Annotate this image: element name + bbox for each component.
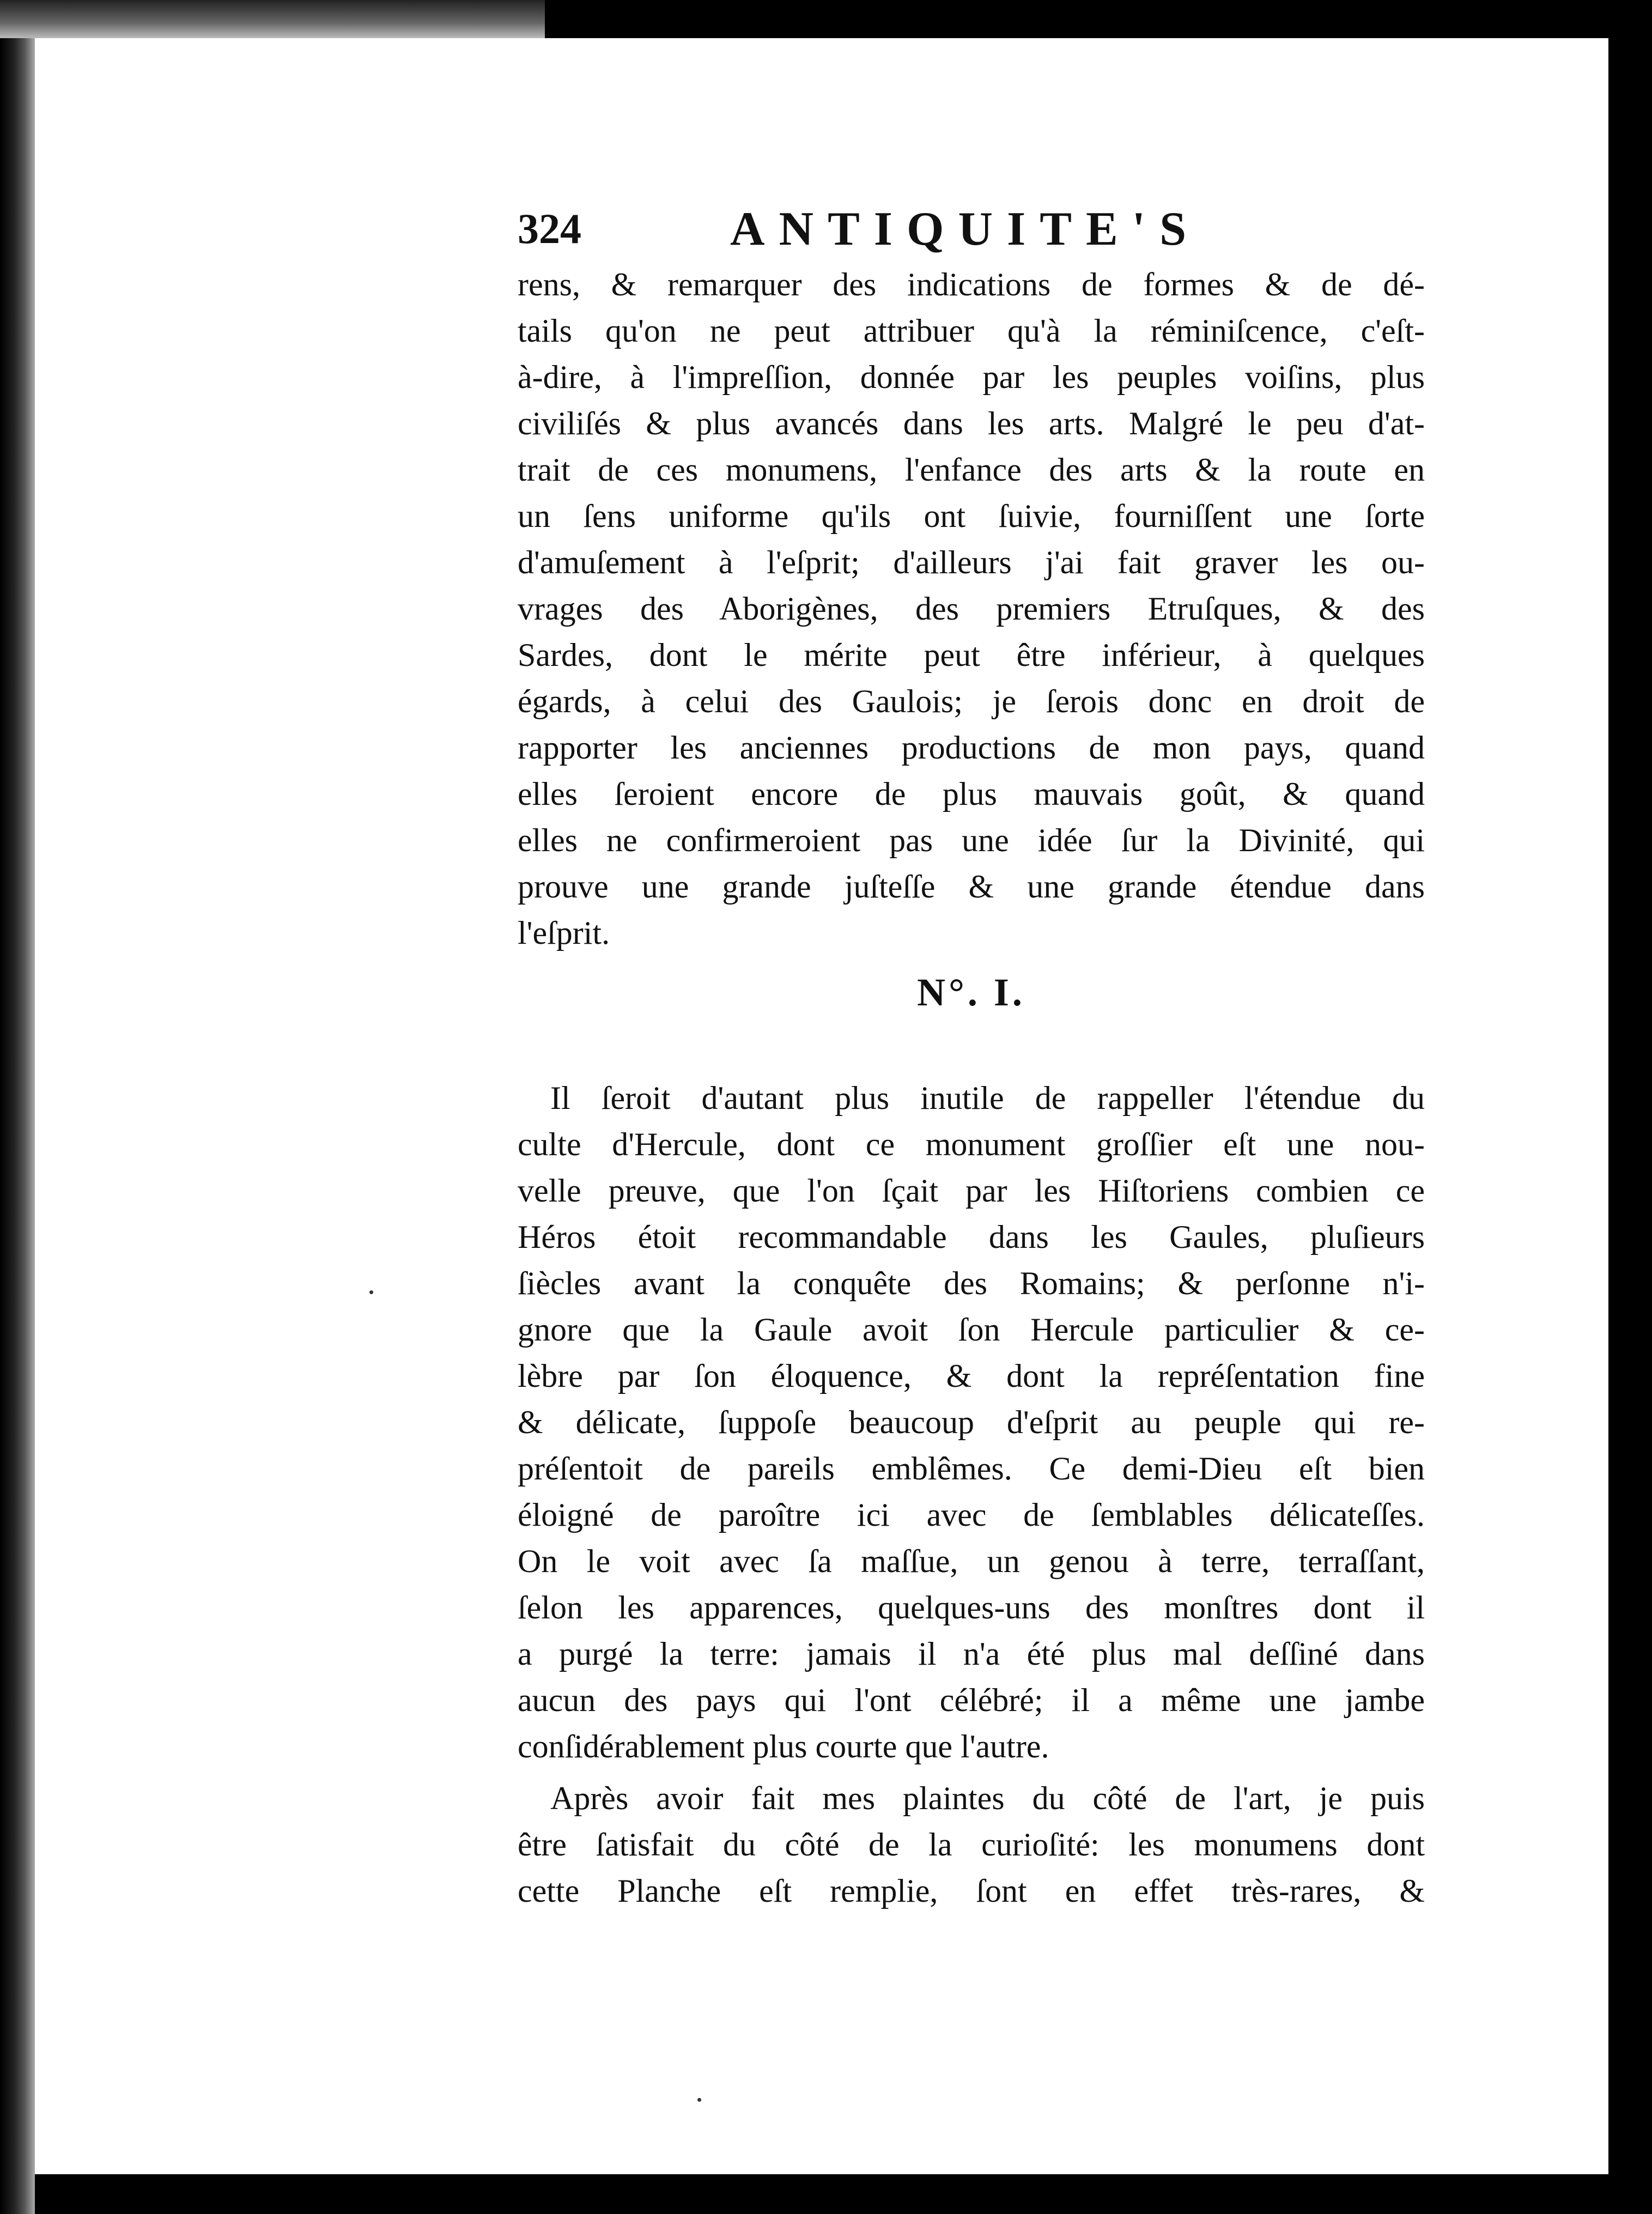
text-line: vrages des Aborigènes, des premiers Etruſques, & des bbox=[518, 591, 1425, 627]
text-line: trait de ces monumens, l'enfance des arts & la route en bbox=[518, 452, 1425, 488]
page-edge-shadow-left bbox=[0, 0, 35, 2214]
text-line: prouve une grande juſteſſe & une grande étendue dans bbox=[518, 869, 1425, 905]
page-edge-shadow-top bbox=[0, 0, 545, 38]
paragraph-curiosity bbox=[518, 1775, 1425, 1914]
text-line: lèbre par ſon éloquence, & dont la repréſentation fine bbox=[518, 1358, 1425, 1394]
text-line: rens, & remarquer des indications de formes & de dé- bbox=[518, 266, 1425, 302]
text-line: l'eſprit. bbox=[518, 915, 610, 951]
paragraph-continued bbox=[518, 262, 1425, 956]
text-line: conſidérablement plus courte que l'autre. bbox=[518, 1728, 1049, 1764]
ink-speck bbox=[697, 2098, 701, 2102]
text-line: aucun des pays qui l'ont célébré; il a même une jambe bbox=[518, 1682, 1425, 1718]
text-line: culte d'Hercule, dont ce monument groſſier eſt une nou- bbox=[518, 1126, 1425, 1162]
text-line: ſiècles avant la conquête des Romains; & perſonne n'i- bbox=[518, 1265, 1425, 1301]
text-line: elles ne confirmeroient pas une idée ſur la Divinité, qui bbox=[518, 822, 1425, 858]
text-line: Sardes, dont le mérite peut être inférieur, à quelques bbox=[518, 637, 1425, 673]
text-line: cette Planche eſt remplie, ſont en effet très-rares, & bbox=[518, 1873, 1425, 1909]
text-line: d'amuſement à l'eſprit; d'ailleurs j'ai fait graver les ou- bbox=[518, 544, 1425, 580]
text-line: Après avoir fait mes plaintes du côté de l'art, je puis bbox=[550, 1780, 1425, 1816]
running-header bbox=[518, 202, 1425, 262]
text-line: tails qu'on ne peut attribuer qu'à la réminiſcence, c'eſt- bbox=[518, 313, 1425, 349]
text-line: velle preuve, que l'on ſçait par les Hiſtoriens combien ce bbox=[518, 1173, 1425, 1209]
text-line: préſentoit de pareils emblêmes. Ce demi-Dieu eſt bien bbox=[518, 1451, 1425, 1487]
text-line: civiliſés & plus avancés dans les arts. Malgré le peu d'at- bbox=[518, 405, 1425, 441]
text-line: elles ſeroient encore de plus mauvais goût, & quand bbox=[518, 776, 1425, 812]
text-line: gnore que la Gaule avoit ſon Hercule particulier & ce- bbox=[518, 1312, 1425, 1348]
text-line: égards, à celui des Gaulois; je ſerois donc en droit de bbox=[518, 683, 1425, 719]
text-line: Il ſeroit d'autant plus inutile de rappeller l'étendue du bbox=[550, 1080, 1425, 1116]
text-line: & délicate, ſuppoſe beaucoup d'eſprit au peuple qui re- bbox=[518, 1404, 1425, 1440]
section-heading: N°. I. bbox=[917, 970, 1025, 1014]
paragraph-hercules bbox=[518, 1075, 1425, 1770]
text-line: un ſens uniforme qu'ils ont ſuivie, fourniſſent une ſorte bbox=[518, 498, 1425, 534]
text-line: On le voit avec ſa maſſue, un genou à terre, terraſſant, bbox=[518, 1543, 1425, 1579]
text-line: rapporter les anciennes productions de mon pays, quand bbox=[518, 730, 1425, 766]
text-block bbox=[518, 202, 1425, 1914]
running-title: ANTIQUITE'S bbox=[730, 203, 1201, 256]
text-line: ſelon les apparences, quelques-uns des monſtres dont il bbox=[518, 1590, 1425, 1625]
page-number: 324 bbox=[518, 205, 581, 252]
text-line: à-dire, à l'impreſſion, donnée par les peuples voiſins, plus bbox=[518, 359, 1425, 395]
text-line: éloigné de paroître ici avec de ſemblables délicateſſes. bbox=[518, 1497, 1425, 1533]
ink-speck bbox=[369, 1290, 373, 1294]
text-line: être ſatisfait du côté de la curioſité: les monumens dont bbox=[518, 1827, 1425, 1863]
text-line: Héros étoit recommandable dans les Gaules, pluſieurs bbox=[518, 1219, 1425, 1255]
text-line: a purgé la terre: jamais il n'a été plus mal deſſiné dans bbox=[518, 1636, 1425, 1672]
